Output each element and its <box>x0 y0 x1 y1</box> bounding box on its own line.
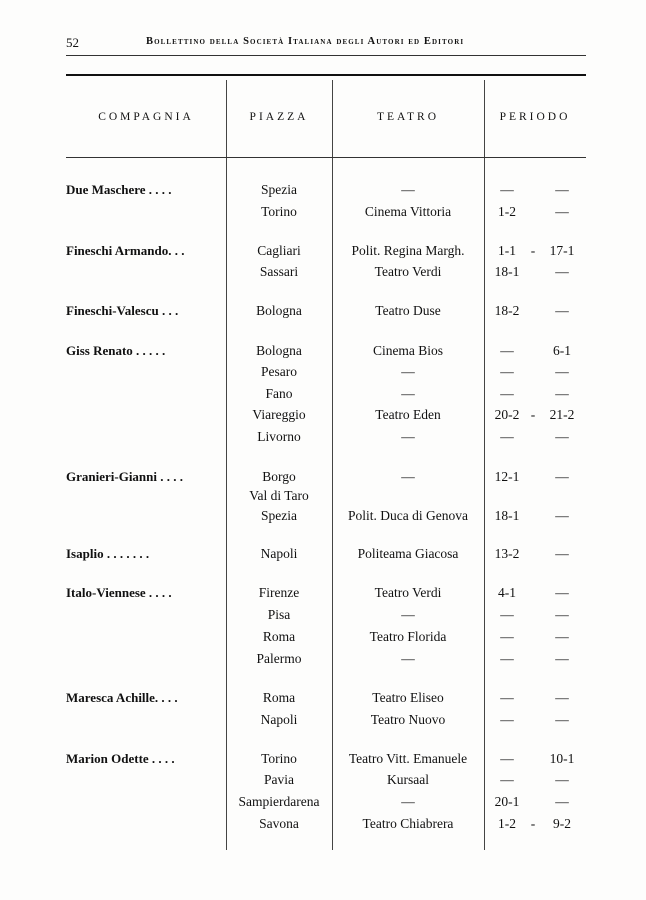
company-name: Fineschi Armando. . . <box>66 243 185 258</box>
theatre-cell: — <box>401 607 415 622</box>
city-cell: Torino <box>261 204 297 219</box>
city-cell: Bologna <box>256 303 302 318</box>
theatre-cell: Cinema Vittoria <box>364 204 452 219</box>
period-end-cell: 21-2 <box>549 407 575 422</box>
theatre-cell: Teatro Eliseo <box>372 690 444 705</box>
city-cell: Pavia <box>264 772 294 787</box>
period-separator: - <box>530 243 536 258</box>
city-cell: Savona <box>259 816 299 831</box>
theatre-cell: Teatro Chiabrera <box>362 816 454 831</box>
theatre-cell: Polit. Regina Margh. <box>351 243 465 258</box>
period-start-cell: — <box>500 429 514 444</box>
period-start-cell: 18-1 <box>494 508 520 523</box>
period-end-cell: — <box>555 469 569 484</box>
publication-title: Bollettino della Società Italiana degli Autori ed Editori <box>146 36 465 47</box>
column-header-piazza: PIAZZA <box>249 111 309 123</box>
header-rule <box>66 55 586 56</box>
period-start-cell: 20-2 <box>494 407 520 422</box>
company-name: Due Maschere . . . . <box>66 182 172 197</box>
period-end-cell: — <box>555 712 569 727</box>
period-end-cell: — <box>555 508 569 523</box>
city-cell: Palermo <box>256 651 302 666</box>
header-separator-rule <box>66 157 586 158</box>
city-cell: Livorno <box>257 429 301 444</box>
period-start-cell: — <box>500 629 514 644</box>
period-end-cell: 10-1 <box>549 751 575 766</box>
theatre-cell: — <box>401 182 415 197</box>
city-cell: Roma <box>262 629 296 644</box>
period-end-cell: — <box>555 607 569 622</box>
company-name: Granieri-Gianni . . . . <box>66 469 183 484</box>
theatre-cell: Politeama Giacosa <box>357 546 459 561</box>
theatre-cell: — <box>401 651 415 666</box>
period-start-cell: 18-1 <box>494 264 520 279</box>
city-cell: Firenze <box>258 585 300 600</box>
period-start-cell: — <box>500 607 514 622</box>
period-start-cell: — <box>500 364 514 379</box>
period-start-cell: 4-1 <box>498 585 516 600</box>
city-cell: Pesaro <box>261 364 297 379</box>
period-start-cell: — <box>500 772 514 787</box>
period-start-cell: 20-1 <box>494 794 520 809</box>
period-start-cell: — <box>500 182 514 197</box>
company-name: Fineschi-Valescu . . . <box>66 303 179 318</box>
theatre-cell: Teatro Verdi <box>374 585 442 600</box>
period-start-cell: 13-2 <box>494 546 520 561</box>
period-end-cell: — <box>555 585 569 600</box>
column-divider <box>484 80 485 850</box>
period-start-cell: 1-2 <box>498 816 516 831</box>
theatre-cell: Teatro Nuovo <box>370 712 446 727</box>
city-cell: Torino <box>261 751 297 766</box>
period-end-cell: — <box>555 386 569 401</box>
city-cell: Val di Taro <box>249 488 309 503</box>
column-header-periodo: PERIODO <box>499 111 571 123</box>
theatre-cell: — <box>401 794 415 809</box>
city-cell: Sampierdarena <box>238 794 320 809</box>
theatre-cell: — <box>401 364 415 379</box>
period-start-cell: — <box>500 751 514 766</box>
period-end-cell: — <box>555 651 569 666</box>
theatre-cell: Teatro Verdi <box>374 264 442 279</box>
theatre-cell: Cinema Bios <box>372 343 444 358</box>
period-end-cell: — <box>555 546 569 561</box>
theatre-cell: Teatro Vitt. Emanuele <box>348 751 468 766</box>
period-end-cell: — <box>555 264 569 279</box>
theatre-cell: — <box>401 429 415 444</box>
period-start-cell: — <box>500 712 514 727</box>
city-cell: Borgo <box>262 469 296 484</box>
period-end-cell: — <box>555 364 569 379</box>
period-start-cell: — <box>500 690 514 705</box>
period-end-cell: 9-2 <box>553 816 571 831</box>
period-start-cell: 1-2 <box>498 204 516 219</box>
period-start-cell: 18-2 <box>494 303 520 318</box>
period-end-cell: 6-1 <box>553 343 571 358</box>
city-cell: Fano <box>265 386 293 401</box>
period-start-cell: 1-1 <box>498 243 516 258</box>
period-end-cell: 17-1 <box>549 243 575 258</box>
company-name: Maresca Achille. . . . <box>66 690 178 705</box>
period-start-cell: 12-1 <box>494 469 520 484</box>
period-end-cell: — <box>555 303 569 318</box>
period-end-cell: — <box>555 629 569 644</box>
company-name: Marion Odette . . . . <box>66 751 175 766</box>
company-name: Giss Renato . . . . . <box>66 343 166 358</box>
company-name: Italo-Viennese . . . . <box>66 585 172 600</box>
theatre-cell: — <box>401 469 415 484</box>
theatre-cell: — <box>401 386 415 401</box>
city-cell: Viareggio <box>252 407 306 422</box>
page-number: 52 <box>66 35 79 50</box>
period-separator: - <box>530 407 536 422</box>
city-cell: Sassari <box>259 264 299 279</box>
period-start-cell: — <box>500 651 514 666</box>
period-end-cell: — <box>555 204 569 219</box>
city-cell: Napoli <box>260 712 298 727</box>
column-header-teatro: TEATRO <box>376 111 440 123</box>
period-end-cell: — <box>555 429 569 444</box>
page-header <box>66 35 586 53</box>
theatre-cell: Kursaal <box>387 772 429 787</box>
city-cell: Spezia <box>261 508 297 523</box>
period-start-cell: — <box>500 386 514 401</box>
period-end-cell: — <box>555 690 569 705</box>
theatre-cell: Teatro Florida <box>369 629 447 644</box>
city-cell: Napoli <box>260 546 298 561</box>
column-header-compagnia: COMPAGNIA <box>98 111 194 123</box>
company-name: Isaplio . . . . . . . <box>66 546 150 561</box>
period-end-cell: — <box>555 794 569 809</box>
city-cell: Cagliari <box>257 243 301 258</box>
theatre-cell: Teatro Duse <box>375 303 441 318</box>
period-start-cell: — <box>500 343 514 358</box>
city-cell: Bologna <box>256 343 302 358</box>
table-top-rule <box>66 74 586 76</box>
period-end-cell: — <box>555 772 569 787</box>
theatre-cell: Teatro Eden <box>375 407 441 422</box>
city-cell: Spezia <box>261 182 297 197</box>
city-cell: Roma <box>262 690 296 705</box>
city-cell: Pisa <box>267 607 291 622</box>
period-separator: - <box>530 816 536 831</box>
theatre-cell: Polit. Duca di Genova <box>348 508 468 523</box>
period-end-cell: — <box>555 182 569 197</box>
